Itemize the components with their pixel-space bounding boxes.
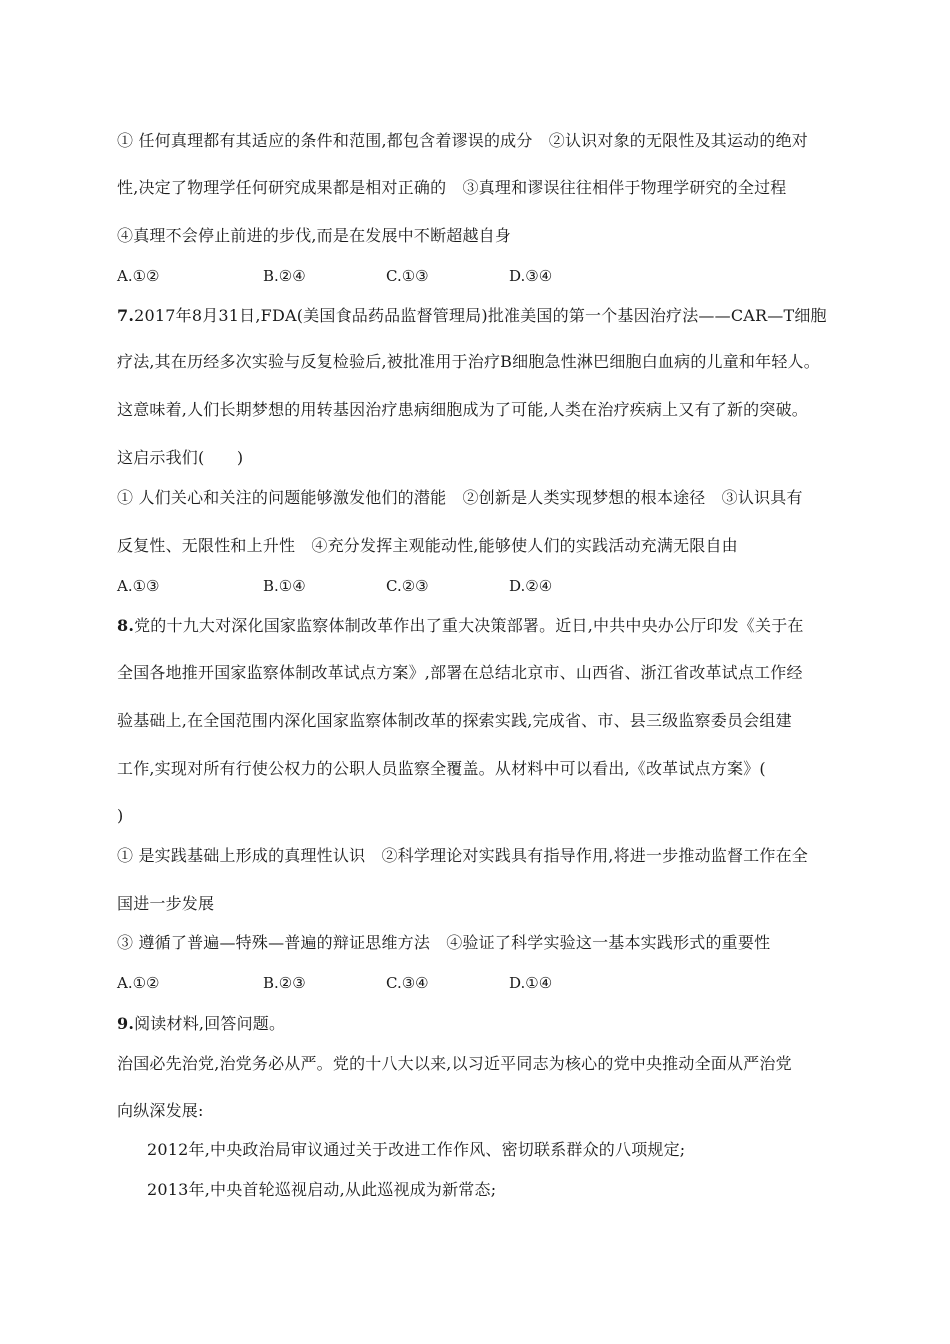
q7-option-c: C.②③ [386,577,429,595]
q7-stem-line-4: 这启示我们( ) [117,448,244,467]
q8-item-line-1: ① 是实践基础上形成的真理性认识 ②科学理论对实践具有指导作用,将进一步推动监督工作在全 [117,846,808,865]
q8-stem-line-4: 工作,实现对所有行使公权力的公职人员监察全覆盖。从材料中可以看出,《改革试点方案》( [117,759,766,778]
q7-stem-line-3: 这意味着,人们长期梦想的用转基因治疗患病细胞成为了可能,人类在治疗疾病上又有了新的突破。 [117,400,808,419]
q8-option-c: C.③④ [386,974,429,992]
q6-item-line-1: ① 任何真理都有其适应的条件和范围,都包含着谬误的成分 ②认识对象的无限性及其运动的绝对 [117,131,808,150]
q9-event-line-2: 2013年,中央首轮巡视启动,从此巡视成为新常态; [147,1180,497,1199]
q6-option-b: B.②④ [263,267,306,285]
q6-option-a: A.①② [117,267,160,285]
q8-number: 8. [117,616,135,635]
q8-option-b: B.②③ [263,974,306,992]
q8-stem-line-2: 全国各地推开国家监察体制改革试点方案》,部署在总结北京市、山西省、浙江省改革试点工作经 [117,663,803,682]
q8-item-line-2: 国进一步发展 [117,894,215,913]
q7-number: 7. [117,306,135,325]
q9-material-line-1: 治国必先治党,治党务必从严。党的十八大以来,以习近平同志为核心的党中央推动全面从严治党 [117,1054,792,1073]
q7-stem-line-1 [117,306,827,326]
q6-item-line-3: ④真理不会停止前进的步伐,而是在发展中不断超越自身 [117,226,512,245]
q7-stem-text-1: 2017年8月31日,FDA(美国食品药品监督管理局)批准美国的第一个基因治疗法——CAR—T细胞 [134,306,827,325]
q6-option-d: D.③④ [509,267,553,285]
q9-material-line-2: 向纵深发展: [117,1101,204,1120]
q8-stem-line-3: 验基础上,在全国范围内深化国家监察体制改革的探索实践,完成省、市、县三级监察委员会组建 [117,711,792,730]
q8-option-d: D.①④ [509,974,553,992]
q8-option-a: A.①② [117,974,160,992]
q6-option-c: C.①③ [386,267,429,285]
q7-item-line-2: 反复性、无限性和上升性 ④充分发挥主观能动性,能够使人们的实践活动充满无限自由 [117,536,738,555]
q7-option-b: B.①④ [263,577,306,595]
q9-number: 9. [117,1014,135,1033]
q7-option-a: A.①③ [117,577,160,595]
q9-stem-line [117,1014,285,1034]
q9-stem-text: 阅读材料,回答问题。 [134,1014,286,1033]
q7-item-line-1: ① 人们关心和关注的问题能够激发他们的潜能 ②创新是人类实现梦想的根本途径 ③认识具有 [117,488,803,507]
q9-event-line-1: 2012年,中央政治局审议通过关于改进工作作风、密切联系群众的八项规定; [147,1140,686,1159]
q7-stem-line-2: 疗法,其在历经多次实验与反复检验后,被批准用于治疗B细胞急性淋巴细胞白血病的儿童和年轻人。 [117,352,820,371]
q8-item-line-3: ③ 遵循了普遍—特殊—普遍的辩证思维方法 ④验证了科学实验这一基本实践形式的重要性 [117,933,771,952]
q6-item-line-2: 性,决定了物理学任何研究成果都是相对正确的 ③真理和谬误往往相伴于物理学研究的全过程 [117,178,787,197]
q8-stem-line-1 [117,616,804,636]
q8-stem-text-1: 党的十九大对深化国家监察体制改革作出了重大决策部署。近日,中共中央办公厅印发《关于在 [134,616,804,635]
q7-option-d: D.②④ [509,577,553,595]
q8-stem-line-5: ) [117,806,124,825]
